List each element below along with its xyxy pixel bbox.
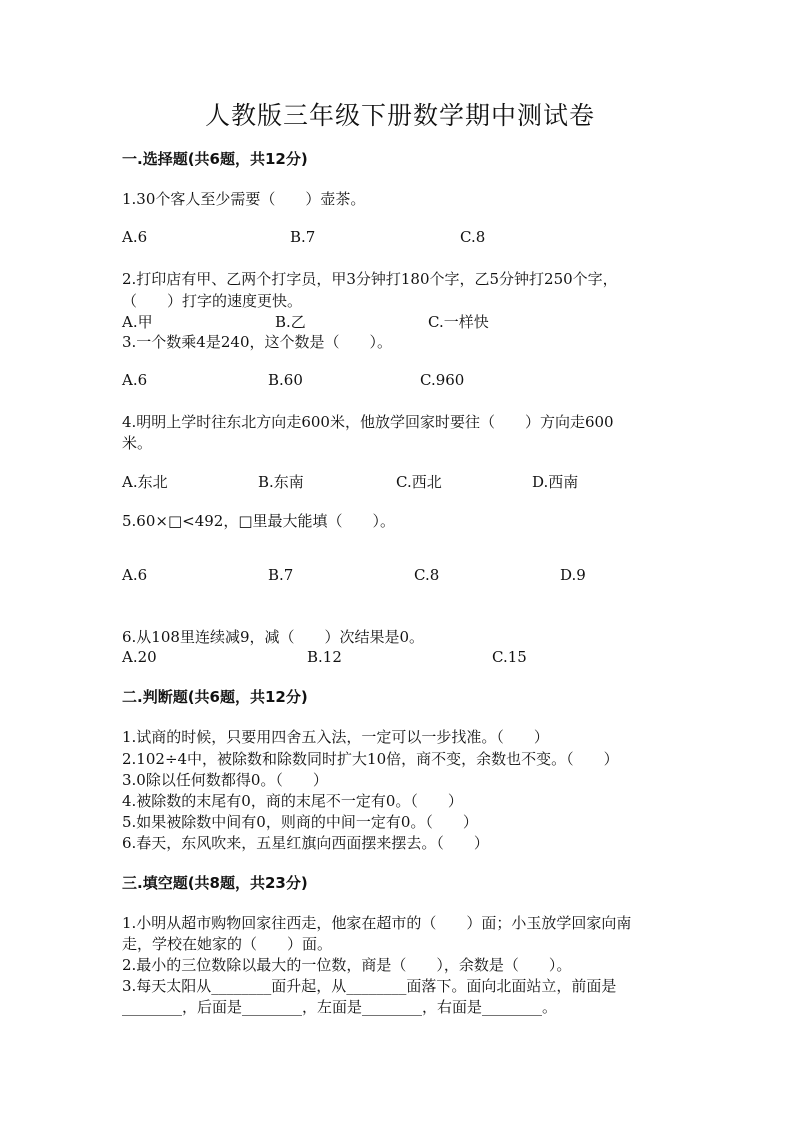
judgement-item: 4.被除数的末尾有0，商的末尾不一定有0。（ ） (122, 792, 463, 810)
option-c: C.西北 (396, 473, 442, 491)
option-b: B.12 (307, 648, 342, 666)
option-d: D.西南 (532, 473, 579, 491)
option-a: A.6 (122, 228, 148, 246)
judgement-item: 6.春天，东风吹来，五星红旗向西面摆来摆去。（ ） (122, 834, 489, 852)
option-c: C.一样快 (428, 313, 489, 331)
option-a: A.6 (122, 566, 148, 584)
option-d: D.9 (560, 566, 586, 584)
fill-line: 1.小明从超市购物回家往西走，他家在超市的（ ）面；小玉放学回家向南 (122, 914, 632, 932)
judgement-item: 1.试商的时候，只要用四舍五入法，一定可以一步找准。（ ） (122, 728, 549, 746)
question-5: 5.60×□<492，□里最大能填（ ）。 (122, 512, 396, 530)
page-title: 人教版三年级下册数学期中测试卷 (204, 101, 595, 130)
option-a: A.东北 (122, 473, 168, 491)
section-heading-fill: 三.填空题(共8题，共23分) (122, 874, 308, 892)
option-b: B.乙 (275, 313, 306, 331)
option-b: B.7 (290, 228, 316, 246)
question-3: 3.一个数乘4是240，这个数是（ ）。 (122, 333, 392, 351)
judgement-item: 5.如果被除数中间有0，则商的中间一定有0。（ ） (122, 813, 478, 831)
option-a: A.甲 (122, 313, 153, 331)
judgement-item: 3.0除以任何数都得0。（ ） (122, 771, 328, 789)
question-1: 1.30个客人至少需要（ ）壶茶。 (122, 190, 366, 208)
question-2-line2: （ ）打字的速度更快。 (122, 292, 303, 310)
section-heading-choice: 一.选择题(共6题，共12分) (122, 150, 308, 168)
option-c: C.15 (492, 648, 527, 666)
option-b: B.60 (268, 371, 303, 389)
fill-line: 2.最小的三位数除以最大的一位数，商是（ ），余数是（ ）。 (122, 956, 572, 974)
question-4-line1: 4.明明上学时往东北方向走600米，他放学回家时要往（ ）方向走600 (122, 413, 614, 431)
option-b: B.东南 (258, 473, 304, 491)
question-2-line1: 2.打印店有甲、乙两个打字员，甲3分钟打180个字，乙5分钟打250个字， (122, 270, 618, 288)
option-b: B.7 (268, 566, 294, 584)
option-c: C.8 (460, 228, 486, 246)
option-c: C.8 (414, 566, 440, 584)
option-c: C.960 (420, 371, 465, 389)
fill-line: 3.每天太阳从________面升起，从________面落下。面向北面站立，前面是 (122, 977, 617, 995)
option-a: A.6 (122, 371, 148, 389)
option-a: A.20 (122, 648, 157, 666)
fill-line: 走，学校在她家的（ ）面。 (122, 935, 333, 953)
question-6: 6.从108里连续减9，减（ ）次结果是0。 (122, 628, 425, 646)
fill-line: ________，后面是________，左面是________，右面是________。 (122, 998, 558, 1016)
judgement-item: 2.102÷4中，被除数和除数同时扩大10倍，商不变，余数也不变。（ ） (122, 750, 619, 768)
section-heading-judgement: 二.判断题(共6题，共12分) (122, 688, 308, 706)
question-4-line2: 米。 (122, 434, 153, 452)
